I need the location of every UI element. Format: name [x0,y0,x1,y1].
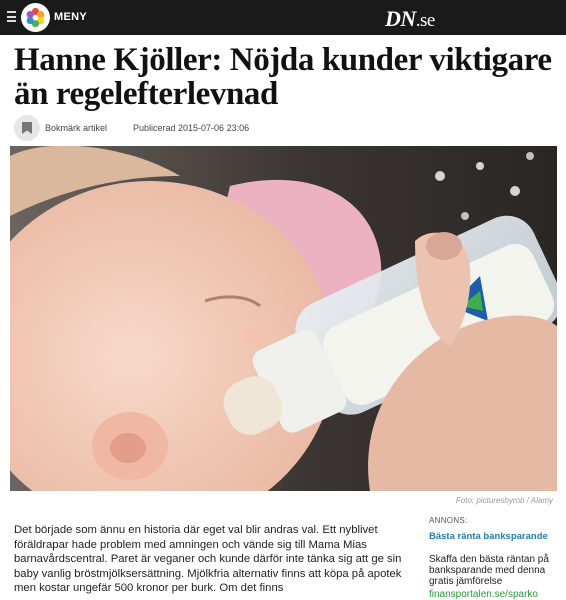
article-body: Det började som ännu en historia där eget val blir andras val. Ett nyblivet föräldrapar hade problem med amningen och vände sig till Mama Mias barnavårdscentral. Paret är veganer och kunde därför inte tänka sig att ge sin baby vanlig bröstmjölksersättning. Mjölkfria alternativ finns att köpa på apotek men kostar ungefär 500 kronor per burk. Om det finns [14,524,402,595]
top-bar [0,0,566,35]
ad-description: Skaffa den bästa räntan på banksparande med denna gratis jämförelse [429,554,549,587]
dn-flower-logo[interactable] [21,3,50,32]
bookmark-icon [22,122,32,134]
photo-caption: Foto: picturesbyrob / Alamy [455,496,553,505]
bookmark-button[interactable] [14,115,40,141]
article-headline: Hanne Kjöller: Nöjda kunder viktigare än regelefterlevnad [14,42,552,112]
ad-url-link[interactable]: finansportalen.se/sparko [429,589,538,600]
bookmark-label[interactable]: Bokmärk artikel [45,123,108,133]
article-photo [10,146,557,491]
dn-logo[interactable]: DN.se [385,6,435,31]
hamburger-icon[interactable] [7,11,16,22]
ad-title-link[interactable]: Bästa ränta banksparande [429,531,548,542]
ad-label: ANNONS: [429,516,468,525]
menu-label[interactable]: MENY [54,11,87,23]
published-date: Publicerad 2015-07-06 23:06 [133,123,250,133]
